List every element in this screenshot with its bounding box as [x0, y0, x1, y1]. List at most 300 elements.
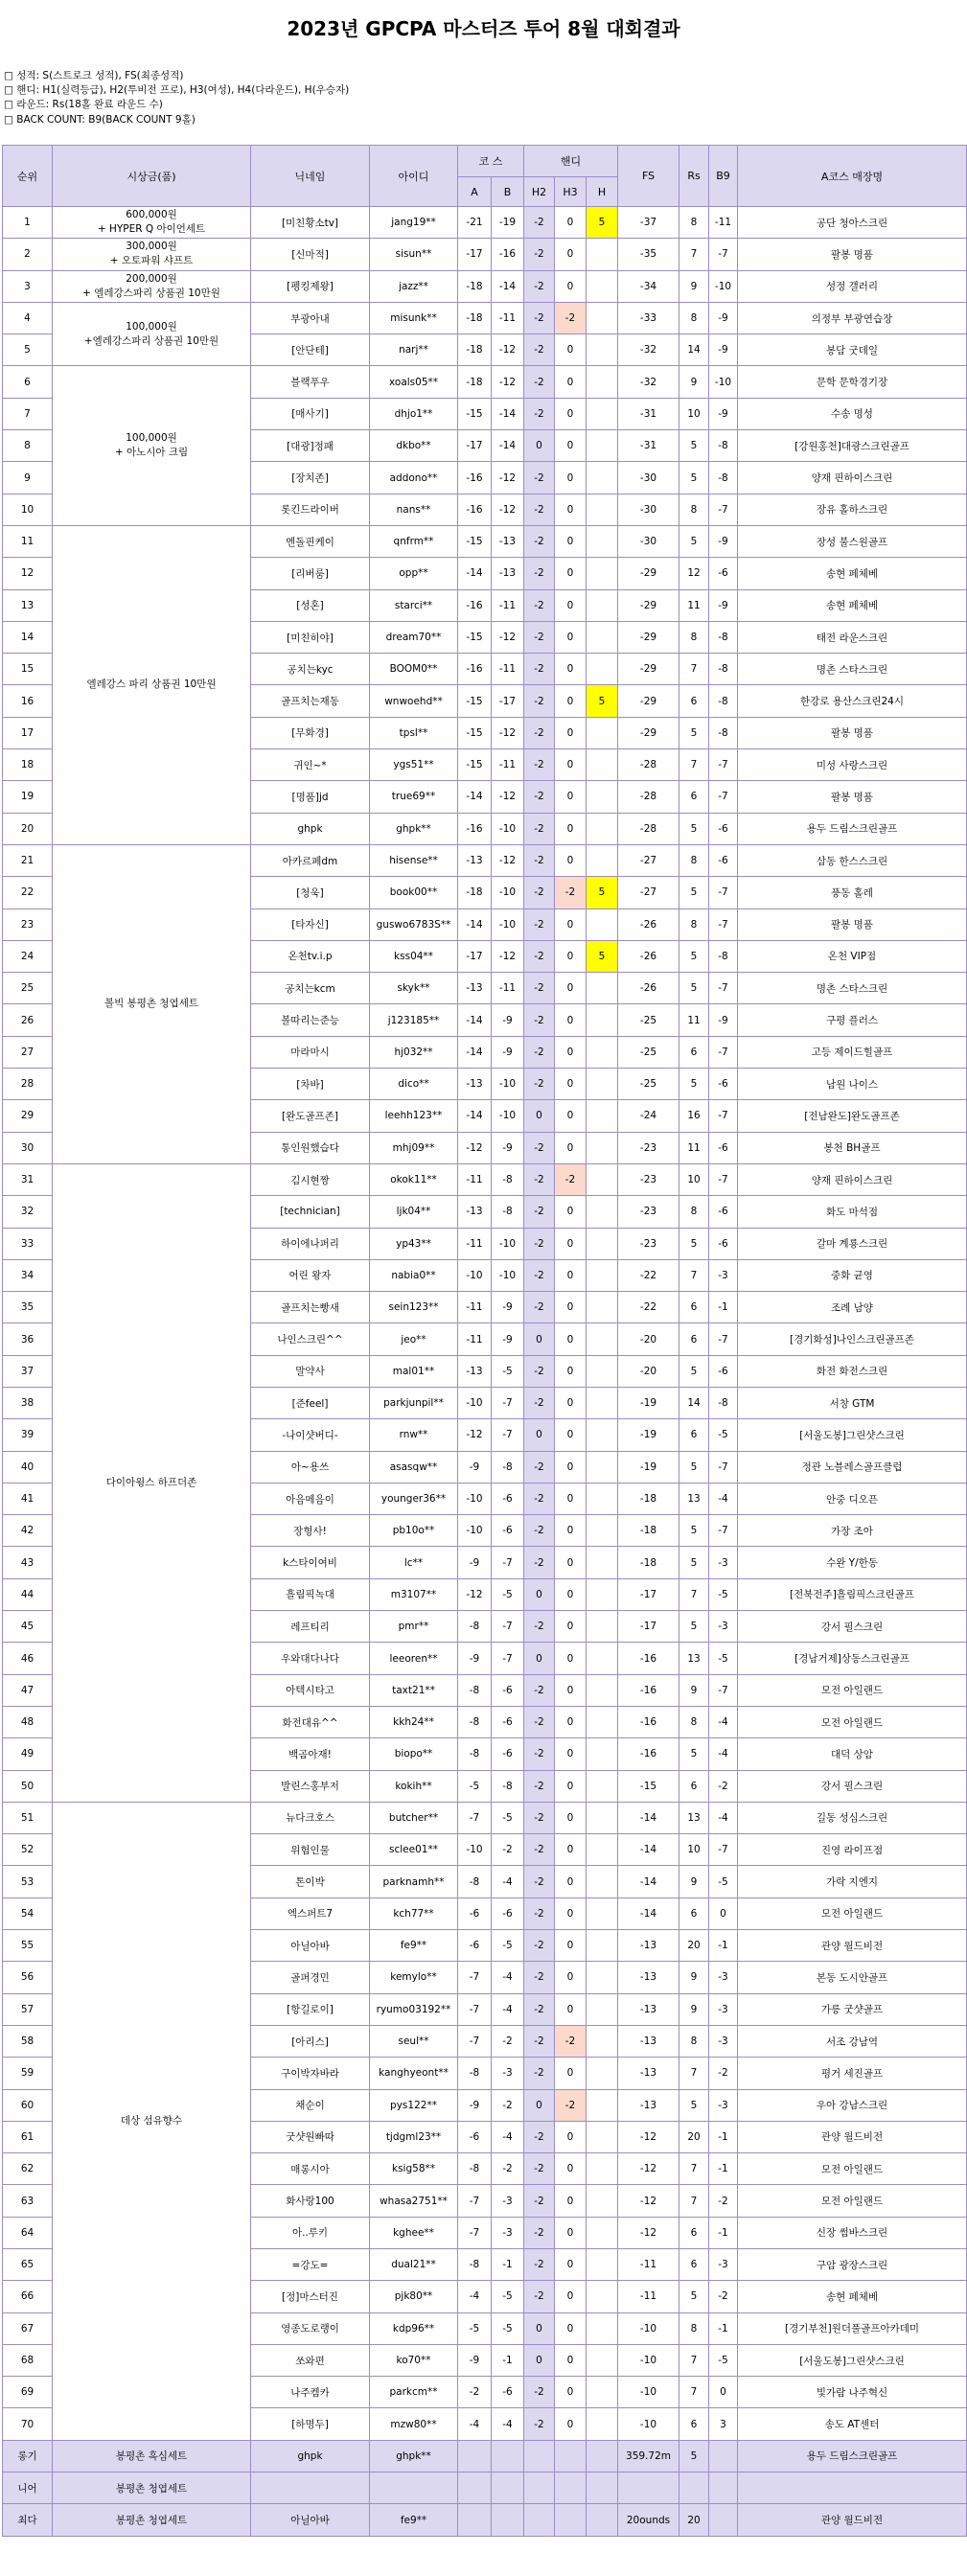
course-b-cell: -10	[492, 813, 524, 844]
course-a-cell: -17	[458, 940, 492, 972]
h-cell	[587, 366, 618, 398]
fs-cell: -32	[618, 366, 679, 398]
venue-cell: 평거 세진골프	[738, 2058, 967, 2089]
rs-cell: 5	[679, 1515, 709, 1547]
footer-label-cell: 니어	[3, 2472, 53, 2504]
fs-cell: -35	[618, 239, 679, 270]
b9-cell: -8	[709, 430, 738, 462]
h3-cell: 0	[555, 430, 587, 462]
fs-cell: -13	[618, 1962, 679, 1993]
h2-cell: -2	[524, 2153, 555, 2185]
h-cell: 5	[587, 685, 618, 717]
rank-cell: 53	[3, 1866, 53, 1898]
footer-label-cell: 롱기	[3, 2440, 53, 2472]
nickname-cell: 우와대다나다	[251, 1643, 370, 1674]
venue-cell: 팔봉 명품	[738, 781, 967, 813]
table-row	[3, 525, 967, 557]
h3-cell: -2	[555, 302, 587, 334]
rs-cell: 5	[679, 1611, 709, 1643]
id-cell: j123185**	[370, 1004, 458, 1036]
fs-cell: -20	[618, 1323, 679, 1355]
footer-fs-cell: 20ounds	[618, 2504, 679, 2536]
b9-cell: -8	[709, 685, 738, 717]
nickname-cell: 부광아내	[251, 302, 370, 334]
course-a-cell: -11	[458, 1228, 492, 1259]
course-b-cell: -1	[492, 2249, 524, 2281]
b9-cell: -1	[709, 1292, 738, 1323]
course-a-cell: -17	[458, 239, 492, 270]
course-a-cell: -7	[458, 1962, 492, 1993]
venue-cell: 온천 VIP점	[738, 940, 967, 972]
rs-cell: 20	[679, 2121, 709, 2152]
h3-cell: 0	[555, 398, 587, 429]
h2-cell: -2	[524, 1515, 555, 1547]
rs-cell: 9	[679, 1993, 709, 2025]
nickname-cell: 뉴다크호스	[251, 1802, 370, 1833]
fs-cell: -30	[618, 525, 679, 557]
fs-cell: -13	[618, 2058, 679, 2089]
footer-row	[3, 2472, 967, 2504]
venue-cell: 풍동 홀레	[738, 877, 967, 908]
h-cell	[587, 239, 618, 270]
course-b-cell: -7	[492, 1611, 524, 1643]
course-b-cell: -5	[492, 2281, 524, 2312]
h3-cell: 0	[555, 207, 587, 239]
fs-cell: -27	[618, 844, 679, 876]
rs-cell: 7	[679, 749, 709, 781]
course-b-cell: -1	[492, 2344, 524, 2376]
id-cell: kanghyeont**	[370, 2058, 458, 2089]
rs-cell: 5	[679, 1451, 709, 1483]
venue-cell: 대덕 상암	[738, 1738, 967, 1770]
rank-cell: 50	[3, 1770, 53, 1802]
b9-cell: -3	[709, 1259, 738, 1291]
rank-cell: 41	[3, 1483, 53, 1514]
rank-cell: 38	[3, 1387, 53, 1418]
rank-cell: 36	[3, 1323, 53, 1355]
b9-cell: -2	[709, 2185, 738, 2217]
rank-cell: 46	[3, 1643, 53, 1674]
prize-cell: 엘레강스 파리 상품권 10만원	[53, 525, 251, 844]
header-h: H	[587, 177, 618, 207]
h3-cell: 0	[555, 589, 587, 621]
h2-cell: -2	[524, 2025, 555, 2057]
h2-cell: -2	[524, 239, 555, 270]
h-cell	[587, 1228, 618, 1259]
h3-cell: 0	[555, 1738, 587, 1770]
course-b-cell: -2	[492, 2089, 524, 2121]
course-a-cell: -16	[458, 494, 492, 525]
venue-cell: [전남완도]완도골프존	[738, 1100, 967, 1132]
h2-cell: -2	[524, 1069, 555, 1100]
venue-cell: 관양 월드비전	[738, 1930, 967, 1962]
h-cell	[587, 1132, 618, 1163]
venue-cell: 송도 AT센터	[738, 2408, 967, 2440]
h3-cell: 0	[555, 621, 587, 653]
b9-cell: -4	[709, 1738, 738, 1770]
rank-cell: 29	[3, 1100, 53, 1132]
h3-cell: 0	[555, 366, 587, 398]
h2-cell: -2	[524, 908, 555, 940]
h3-cell: 0	[555, 270, 587, 302]
fs-cell: -10	[618, 2377, 679, 2408]
h-cell	[587, 398, 618, 429]
header-h2: H2	[524, 177, 555, 207]
h-cell	[587, 1611, 618, 1643]
h-cell	[587, 525, 618, 557]
fs-cell: -26	[618, 908, 679, 940]
b9-cell: -4	[709, 1483, 738, 1514]
nickname-cell: 아~용쓰	[251, 1451, 370, 1483]
course-a-cell: -14	[458, 558, 492, 589]
nickname-cell: [하명두]	[251, 2408, 370, 2440]
course-a-cell: -11	[458, 1292, 492, 1323]
fs-cell: -28	[618, 781, 679, 813]
fs-cell: -29	[618, 717, 679, 748]
h3-cell: 0	[555, 2217, 587, 2248]
h-cell	[587, 1355, 618, 1387]
rs-cell: 6	[679, 1898, 709, 1929]
rs-cell: 8	[679, 844, 709, 876]
rank-cell: 7	[3, 398, 53, 429]
venue-cell: 우아 강남스크린	[738, 2089, 967, 2121]
course-a-cell: -12	[458, 1578, 492, 1610]
h2-cell: -2	[524, 494, 555, 525]
rs-cell: 5	[679, 462, 709, 494]
rank-cell: 60	[3, 2089, 53, 2121]
rank-cell: 16	[3, 685, 53, 717]
nickname-cell: [안단테]	[251, 334, 370, 366]
venue-cell: 봉담 굿데일	[738, 334, 967, 366]
venue-cell: 명촌 스타스크린	[738, 654, 967, 685]
h2-cell: 0	[524, 430, 555, 462]
course-b-cell: -7	[492, 1547, 524, 1578]
fs-cell: -16	[618, 1738, 679, 1770]
rs-cell: 8	[679, 1706, 709, 1737]
h-cell	[587, 558, 618, 589]
course-b-cell: -12	[492, 781, 524, 813]
venue-cell: 삼동 한스스크린	[738, 844, 967, 876]
h3-cell: 0	[555, 1004, 587, 1036]
footer-prize-cell: 봉평촌 청엽세트	[53, 2472, 251, 2504]
h-cell	[587, 2344, 618, 2376]
rank-cell: 8	[3, 430, 53, 462]
fs-cell: -28	[618, 813, 679, 844]
b9-cell: -6	[709, 844, 738, 876]
course-b-cell: -6	[492, 1706, 524, 1737]
rs-cell: 5	[679, 1069, 709, 1100]
fs-cell: -13	[618, 1993, 679, 2025]
footer-empty-cell	[555, 2440, 587, 2472]
rank-cell: 25	[3, 973, 53, 1004]
fs-cell: -29	[618, 558, 679, 589]
rs-cell: 6	[679, 1323, 709, 1355]
course-b-cell: -5	[492, 1802, 524, 1833]
header-rank: 순위	[3, 146, 53, 207]
id-cell: biopo**	[370, 1738, 458, 1770]
h2-cell: -2	[524, 525, 555, 557]
rs-cell: 9	[679, 1674, 709, 1706]
course-a-cell: -10	[458, 1387, 492, 1418]
footer-empty-cell	[458, 2440, 492, 2472]
h3-cell: 0	[555, 749, 587, 781]
course-a-cell: -11	[458, 1163, 492, 1195]
id-cell: hj032**	[370, 1036, 458, 1068]
course-a-cell: -9	[458, 1451, 492, 1483]
h3-cell: 0	[555, 1228, 587, 1259]
h3-cell: 0	[555, 1036, 587, 1068]
venue-cell: 빛가람 나주혁신	[738, 2377, 967, 2408]
venue-cell: 갈마 계룡스크린	[738, 1228, 967, 1259]
id-cell: starci**	[370, 589, 458, 621]
venue-cell: 팔봉 명품	[738, 239, 967, 270]
rs-cell: 16	[679, 1100, 709, 1132]
course-b-cell: -8	[492, 1196, 524, 1228]
course-a-cell: -8	[458, 2153, 492, 2185]
id-cell: kokih**	[370, 1770, 458, 1802]
h2-cell: -2	[524, 654, 555, 685]
h-cell: 5	[587, 877, 618, 908]
rank-cell: 64	[3, 2217, 53, 2248]
nickname-cell: 엑스퍼트7	[251, 1898, 370, 1929]
id-cell: parknamh**	[370, 1866, 458, 1898]
h2-cell: -2	[524, 1866, 555, 1898]
course-b-cell: -5	[492, 1578, 524, 1610]
id-cell: asasqw**	[370, 1451, 458, 1483]
course-b-cell: -11	[492, 973, 524, 1004]
rs-cell: 5	[679, 1228, 709, 1259]
fs-cell: -12	[618, 2121, 679, 2152]
table-row	[3, 844, 967, 876]
b9-cell: -5	[709, 2344, 738, 2376]
course-b-cell: -16	[492, 239, 524, 270]
fs-cell: -10	[618, 2312, 679, 2344]
course-a-cell: -8	[458, 1674, 492, 1706]
id-cell: wnwoehd**	[370, 685, 458, 717]
nickname-cell: 골퍼경민	[251, 1962, 370, 1993]
h3-cell: 0	[555, 2153, 587, 2185]
h-cell	[587, 1930, 618, 1962]
b9-cell: -7	[709, 749, 738, 781]
h-cell	[587, 1674, 618, 1706]
id-cell: seul**	[370, 2025, 458, 2057]
rs-cell: 6	[679, 1770, 709, 1802]
b9-cell: -7	[709, 877, 738, 908]
fs-cell: -25	[618, 1036, 679, 1068]
h-cell	[587, 302, 618, 334]
h-cell	[587, 2408, 618, 2440]
id-cell: kghee**	[370, 2217, 458, 2248]
footer-fs-cell	[618, 2472, 679, 2504]
rs-cell: 6	[679, 2408, 709, 2440]
id-cell: kkh24**	[370, 1706, 458, 1737]
venue-cell: 중화 균영	[738, 1259, 967, 1291]
nickname-cell: 말약사	[251, 1355, 370, 1387]
id-cell: whasa2751**	[370, 2185, 458, 2217]
id-cell: ghpk**	[370, 813, 458, 844]
fs-cell: -22	[618, 1292, 679, 1323]
h-cell	[587, 1578, 618, 1610]
rs-cell: 5	[679, 525, 709, 557]
b9-cell: -9	[709, 334, 738, 366]
course-b-cell: -11	[492, 749, 524, 781]
nickname-cell: [미친히야]	[251, 621, 370, 653]
nickname-cell: 어린 왕자	[251, 1259, 370, 1291]
rank-cell: 48	[3, 1706, 53, 1737]
fs-cell: -29	[618, 685, 679, 717]
rank-cell: 17	[3, 717, 53, 748]
h-cell	[587, 1387, 618, 1418]
b9-cell: -10	[709, 366, 738, 398]
course-b-cell: -19	[492, 207, 524, 239]
footer-venue-cell	[738, 2472, 967, 2504]
fs-cell: -22	[618, 1259, 679, 1291]
id-cell: parkjunpil**	[370, 1387, 458, 1418]
footer-row	[3, 2440, 967, 2472]
h2-cell: -2	[524, 1834, 555, 1866]
course-b-cell: -12	[492, 717, 524, 748]
page-title: 2023년 GPCPA 마스터즈 투어 8월 대회결과	[287, 17, 680, 40]
h-cell	[587, 1898, 618, 1929]
b9-cell: -6	[709, 1132, 738, 1163]
venue-cell: 팔봉 명품	[738, 717, 967, 748]
venue-cell: 성정 갤러리	[738, 270, 967, 302]
course-b-cell: -2	[492, 2025, 524, 2057]
fs-cell: -11	[618, 2249, 679, 2281]
h3-cell: 0	[555, 1802, 587, 1833]
h2-cell: -2	[524, 844, 555, 876]
h2-cell: -2	[524, 1898, 555, 1929]
course-b-cell: -13	[492, 525, 524, 557]
h2-cell: -2	[524, 1483, 555, 1514]
h-cell	[587, 1323, 618, 1355]
id-cell: ko70**	[370, 2344, 458, 2376]
h-cell	[587, 1993, 618, 2025]
course-b-cell: -17	[492, 685, 524, 717]
course-b-cell: -12	[492, 621, 524, 653]
h2-cell: -2	[524, 558, 555, 589]
id-cell: pmr**	[370, 1611, 458, 1643]
h2-cell: 0	[524, 1578, 555, 1610]
venue-cell: 신장 썸바스크린	[738, 2217, 967, 2248]
course-a-cell: -8	[458, 2249, 492, 2281]
results-table	[2, 145, 967, 2537]
fs-cell: -23	[618, 1163, 679, 1195]
id-cell: younger36**	[370, 1483, 458, 1514]
h2-cell: -2	[524, 621, 555, 653]
rank-cell: 67	[3, 2312, 53, 2344]
course-a-cell: -17	[458, 430, 492, 462]
header-course: 코 스	[458, 146, 524, 177]
h3-cell: 0	[555, 2058, 587, 2089]
course-b-cell: -4	[492, 1962, 524, 1993]
course-b-cell: -12	[492, 844, 524, 876]
id-cell: tpsl**	[370, 717, 458, 748]
course-b-cell: -14	[492, 270, 524, 302]
fs-cell: -33	[618, 302, 679, 334]
venue-cell: 모전 아일랜드	[738, 1898, 967, 1929]
course-a-cell: -13	[458, 1069, 492, 1100]
footer-rs-cell	[679, 2472, 709, 2504]
fs-cell: -19	[618, 1387, 679, 1418]
nickname-cell: 나인스크린^^	[251, 1323, 370, 1355]
fs-cell: -16	[618, 1643, 679, 1674]
nickname-cell: [성혼]	[251, 589, 370, 621]
h-cell	[587, 1738, 618, 1770]
footer-empty-cell	[587, 2504, 618, 2536]
id-cell: narj**	[370, 334, 458, 366]
legend-line: □ 핸디: H1(실력등급), H2(투비전 프로), H3(여성), H4(다라운드), H(우승자)	[4, 84, 350, 97]
header-rs: Rs	[679, 146, 709, 207]
footer-fs-cell: 359.72m	[618, 2440, 679, 2472]
h2-cell: -2	[524, 1259, 555, 1291]
id-cell: skyk**	[370, 973, 458, 1004]
nickname-cell: 나주켐카	[251, 2377, 370, 2408]
rs-cell: 5	[679, 877, 709, 908]
rs-cell: 7	[679, 2185, 709, 2217]
h2-cell: -2	[524, 334, 555, 366]
h3-cell: 0	[555, 1132, 587, 1163]
footer-empty-cell	[458, 2472, 492, 2504]
nickname-cell: 아..루키	[251, 2217, 370, 2248]
venue-cell: 태전 라운스크린	[738, 621, 967, 653]
venue-cell: 모전 아일랜드	[738, 1674, 967, 1706]
fs-cell: -14	[618, 1866, 679, 1898]
id-cell: rnw**	[370, 1419, 458, 1451]
header-venue: A코스 매장명	[738, 146, 967, 207]
id-cell: dkbo**	[370, 430, 458, 462]
header-nickname: 닉네임	[251, 146, 370, 207]
nickname-cell: 김시현짱	[251, 1163, 370, 1195]
venue-cell: 모전 아일랜드	[738, 2153, 967, 2185]
h3-cell: 0	[555, 2185, 587, 2217]
nickname-cell: [명품]jd	[251, 781, 370, 813]
id-cell: nabia0**	[370, 1259, 458, 1291]
rank-cell: 35	[3, 1292, 53, 1323]
legend-line: □ BACK COUNT: B9(BACK COUNT 9홀)	[4, 113, 196, 126]
nickname-cell: 화사랑100	[251, 2185, 370, 2217]
prize-cell: 300,000원 + 오토파워 샤프트	[53, 239, 251, 270]
rank-cell: 62	[3, 2153, 53, 2185]
nickname-cell: 매롱시아	[251, 2153, 370, 2185]
fs-cell: -37	[618, 207, 679, 239]
rs-cell: 5	[679, 1355, 709, 1387]
nickname-cell: [아리스]	[251, 2025, 370, 2057]
header-prize: 시상금(품)	[53, 146, 251, 207]
course-b-cell: -9	[492, 1036, 524, 1068]
course-b-cell: -4	[492, 1866, 524, 1898]
h3-cell: 0	[555, 494, 587, 525]
legend-line: □ 라운드: Rs(18홀 완료 라운드 수)	[4, 99, 163, 111]
h2-cell: -2	[524, 1292, 555, 1323]
fs-cell: -23	[618, 1132, 679, 1163]
h-cell	[587, 2249, 618, 2281]
h2-cell: -2	[524, 2408, 555, 2440]
fs-cell: -10	[618, 2408, 679, 2440]
h3-cell: 0	[555, 1387, 587, 1418]
fs-cell: -14	[618, 1834, 679, 1866]
course-a-cell: -18	[458, 270, 492, 302]
nickname-cell: 장형사!	[251, 1515, 370, 1547]
fs-cell: -24	[618, 1100, 679, 1132]
nickname-cell: ghpk	[251, 813, 370, 844]
course-b-cell: -8	[492, 1770, 524, 1802]
rs-cell: 9	[679, 1962, 709, 1993]
h3-cell: 0	[555, 717, 587, 748]
b9-cell: -9	[709, 398, 738, 429]
footer-venue-cell: 용두 드림스크린골프	[738, 2440, 967, 2472]
h2-cell: 0	[524, 1323, 555, 1355]
